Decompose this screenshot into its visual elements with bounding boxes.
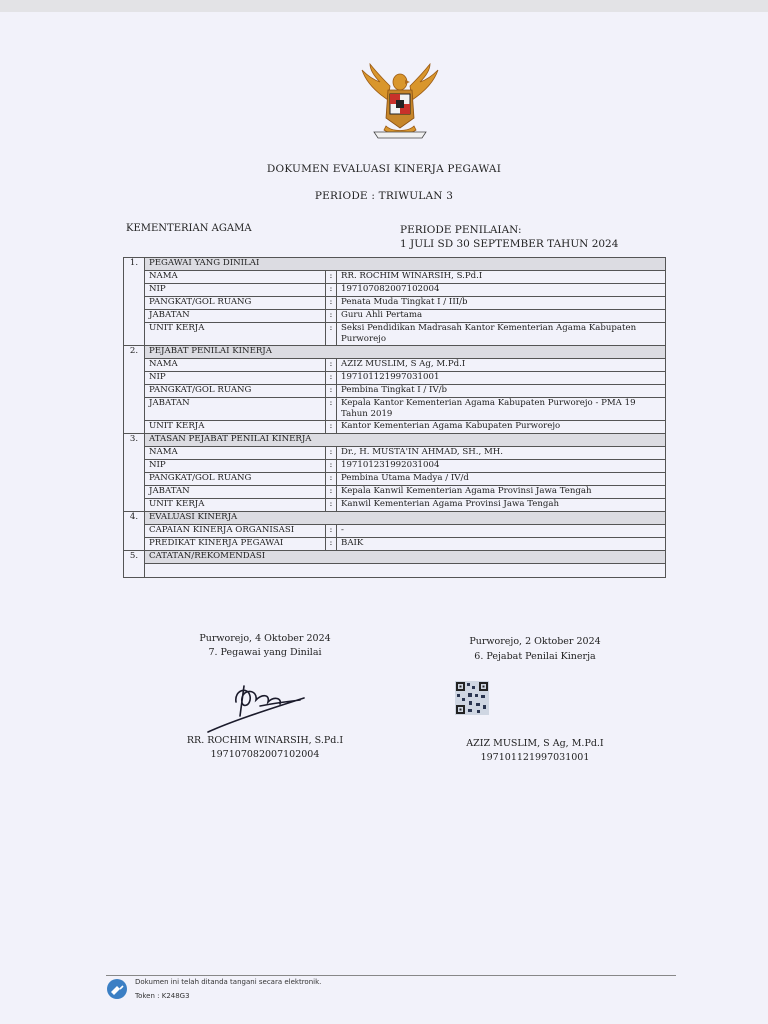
document-period: PERIODE : TRIWULAN 3: [314, 190, 454, 202]
colon: :: [326, 460, 337, 473]
field-value: 197101231992031004: [337, 460, 666, 473]
table-row: [124, 323, 666, 346]
footer-token: Token : K248G3: [135, 992, 190, 1000]
field-label: NIP: [145, 372, 326, 385]
field-value: Kanwil Kementerian Agama Provinsi Jawa Tengah: [337, 499, 666, 512]
field-value: Pembina Utama Madya / IV/d: [337, 473, 666, 486]
field-label: UNIT KERJA: [145, 421, 326, 434]
field-value: Penata Muda Tingkat I / III/b: [337, 297, 666, 310]
table-row: [124, 271, 666, 284]
assessment-period-value: 1 JULI SD 30 SEPTEMBER TAHUN 2024: [400, 238, 619, 250]
colon: :: [326, 310, 337, 323]
section-header: [124, 258, 666, 271]
field-label: NIP: [145, 460, 326, 473]
right-signature-role: 6. Pejabat Penilai Kinerja: [474, 651, 596, 662]
field-label: NIP: [145, 284, 326, 297]
field-value: -: [337, 525, 666, 538]
field-value: AZIZ MUSLIM, S Ag, M.Pd.I: [337, 359, 666, 372]
field-label: PANGKAT/GOL RUANG: [145, 297, 326, 310]
colon: :: [326, 385, 337, 398]
table-row: [124, 398, 666, 421]
field-label: JABATAN: [145, 486, 326, 499]
colon: :: [326, 473, 337, 486]
field-value: RR. ROCHIM WINARSIH, S.Pd.I: [337, 271, 666, 284]
table-row: [124, 460, 666, 473]
field-label: CAPAIAN KINERJA ORGANISASI: [145, 525, 326, 538]
table-row: [124, 421, 666, 434]
table-row: [124, 310, 666, 323]
field-label: NAMA: [145, 359, 326, 372]
scan-top-edge: [0, 0, 768, 12]
section-title: PEGAWAI YANG DINILAI: [145, 258, 666, 271]
field-label: PANGKAT/GOL RUANG: [145, 473, 326, 486]
left-signature-place-date: Purworejo, 4 Oktober 2024: [199, 633, 331, 644]
colon: :: [326, 359, 337, 372]
colon: :: [326, 297, 337, 310]
ministry-name: KEMENTERIAN AGAMA: [126, 223, 252, 234]
field-value: Kantor Kementerian Agama Kabupaten Purworejo: [337, 421, 666, 434]
table-row: [124, 538, 666, 551]
field-label: UNIT KERJA: [145, 323, 326, 346]
left-signature-role: 7. Pegawai yang Dinilai: [208, 647, 322, 658]
section-number: 4.: [124, 512, 145, 551]
colon: :: [326, 323, 337, 346]
field-value: BAIK: [337, 538, 666, 551]
table-row: [124, 499, 666, 512]
field-label: PREDIKAT KINERJA PEGAWAI: [145, 538, 326, 551]
field-value: Pembina Tingkat I / IV/b: [337, 385, 666, 398]
section-number: 1.: [124, 258, 145, 346]
field-label: NAMA: [145, 447, 326, 460]
section-title: CATATAN/REKOMENDASI: [145, 551, 666, 564]
section-title: PEJABAT PENILAI KINERJA: [145, 346, 666, 359]
table-row: [124, 359, 666, 372]
colon: :: [326, 284, 337, 297]
field-value: Kepala Kanwil Kementerian Agama Provinsi Jawa Tengah: [337, 486, 666, 499]
field-value: Seksi Pendidikan Madrasah Kantor Kementerian Agama Kabupaten Purworejo: [337, 323, 666, 346]
electronic-signature-icon: [105, 978, 129, 1000]
section-header: [124, 346, 666, 359]
section-number: 3.: [124, 434, 145, 512]
section-number: 2.: [124, 346, 145, 434]
field-label: JABATAN: [145, 310, 326, 323]
section-title: ATASAN PEJABAT PENILAI KINERJA: [145, 434, 666, 447]
document-title: DOKUMEN EVALUASI KINERJA PEGAWAI: [266, 163, 502, 175]
field-label: UNIT KERJA: [145, 499, 326, 512]
right-signer-nip: 197101121997031001: [480, 752, 590, 763]
colon: :: [326, 499, 337, 512]
evaluation-table: [123, 257, 666, 578]
table-row: [124, 372, 666, 385]
qr-code-icon: [455, 681, 489, 715]
colon: :: [326, 538, 337, 551]
field-value: 197107082007102004: [337, 284, 666, 297]
section-header: [124, 512, 666, 525]
field-value: Guru Ahli Pertama: [337, 310, 666, 323]
left-signer-name: RR. ROCHIM WINARSIH, S.Pd.I: [186, 735, 344, 746]
section-title: EVALUASI KINERJA: [145, 512, 666, 525]
colon: :: [326, 271, 337, 284]
table-row: [124, 447, 666, 460]
table-row: [124, 473, 666, 486]
right-signature-place-date: Purworejo, 2 Oktober 2024: [469, 636, 601, 647]
field-label: PANGKAT/GOL RUANG: [145, 385, 326, 398]
footer-divider: [106, 975, 676, 976]
colon: :: [326, 525, 337, 538]
section-number: 5.: [124, 551, 145, 578]
colon: :: [326, 421, 337, 434]
handwritten-signature-icon: [200, 676, 320, 736]
field-value: 197101121997031001: [337, 372, 666, 385]
section-header: [124, 434, 666, 447]
table-row: [124, 525, 666, 538]
footer-note: Dokumen ini telah ditanda tangani secara elektronik.: [135, 978, 322, 986]
field-label: NAMA: [145, 271, 326, 284]
left-signer-nip: 197107082007102004: [210, 749, 320, 760]
colon: :: [326, 398, 337, 421]
field-value: Kepala Kantor Kementerian Agama Kabupaten Purworejo - PMA 19 Tahun 2019: [337, 398, 666, 421]
right-signer-name: AZIZ MUSLIM, S Ag, M.Pd.I: [466, 738, 604, 749]
garuda-emblem-icon: [358, 62, 442, 142]
table-row: [124, 385, 666, 398]
assessment-period-label: PERIODE PENILAIAN:: [400, 224, 522, 236]
field-value: Dr., H. MUSTA'IN AHMAD, SH., MH.: [337, 447, 666, 460]
table-row: [124, 297, 666, 310]
table-row: [124, 284, 666, 297]
table-row: [124, 564, 666, 578]
table-row: [124, 486, 666, 499]
recommendation-area: [145, 564, 666, 578]
section-header: [124, 551, 666, 564]
field-label: JABATAN: [145, 398, 326, 421]
colon: :: [326, 372, 337, 385]
colon: :: [326, 486, 337, 499]
colon: :: [326, 447, 337, 460]
